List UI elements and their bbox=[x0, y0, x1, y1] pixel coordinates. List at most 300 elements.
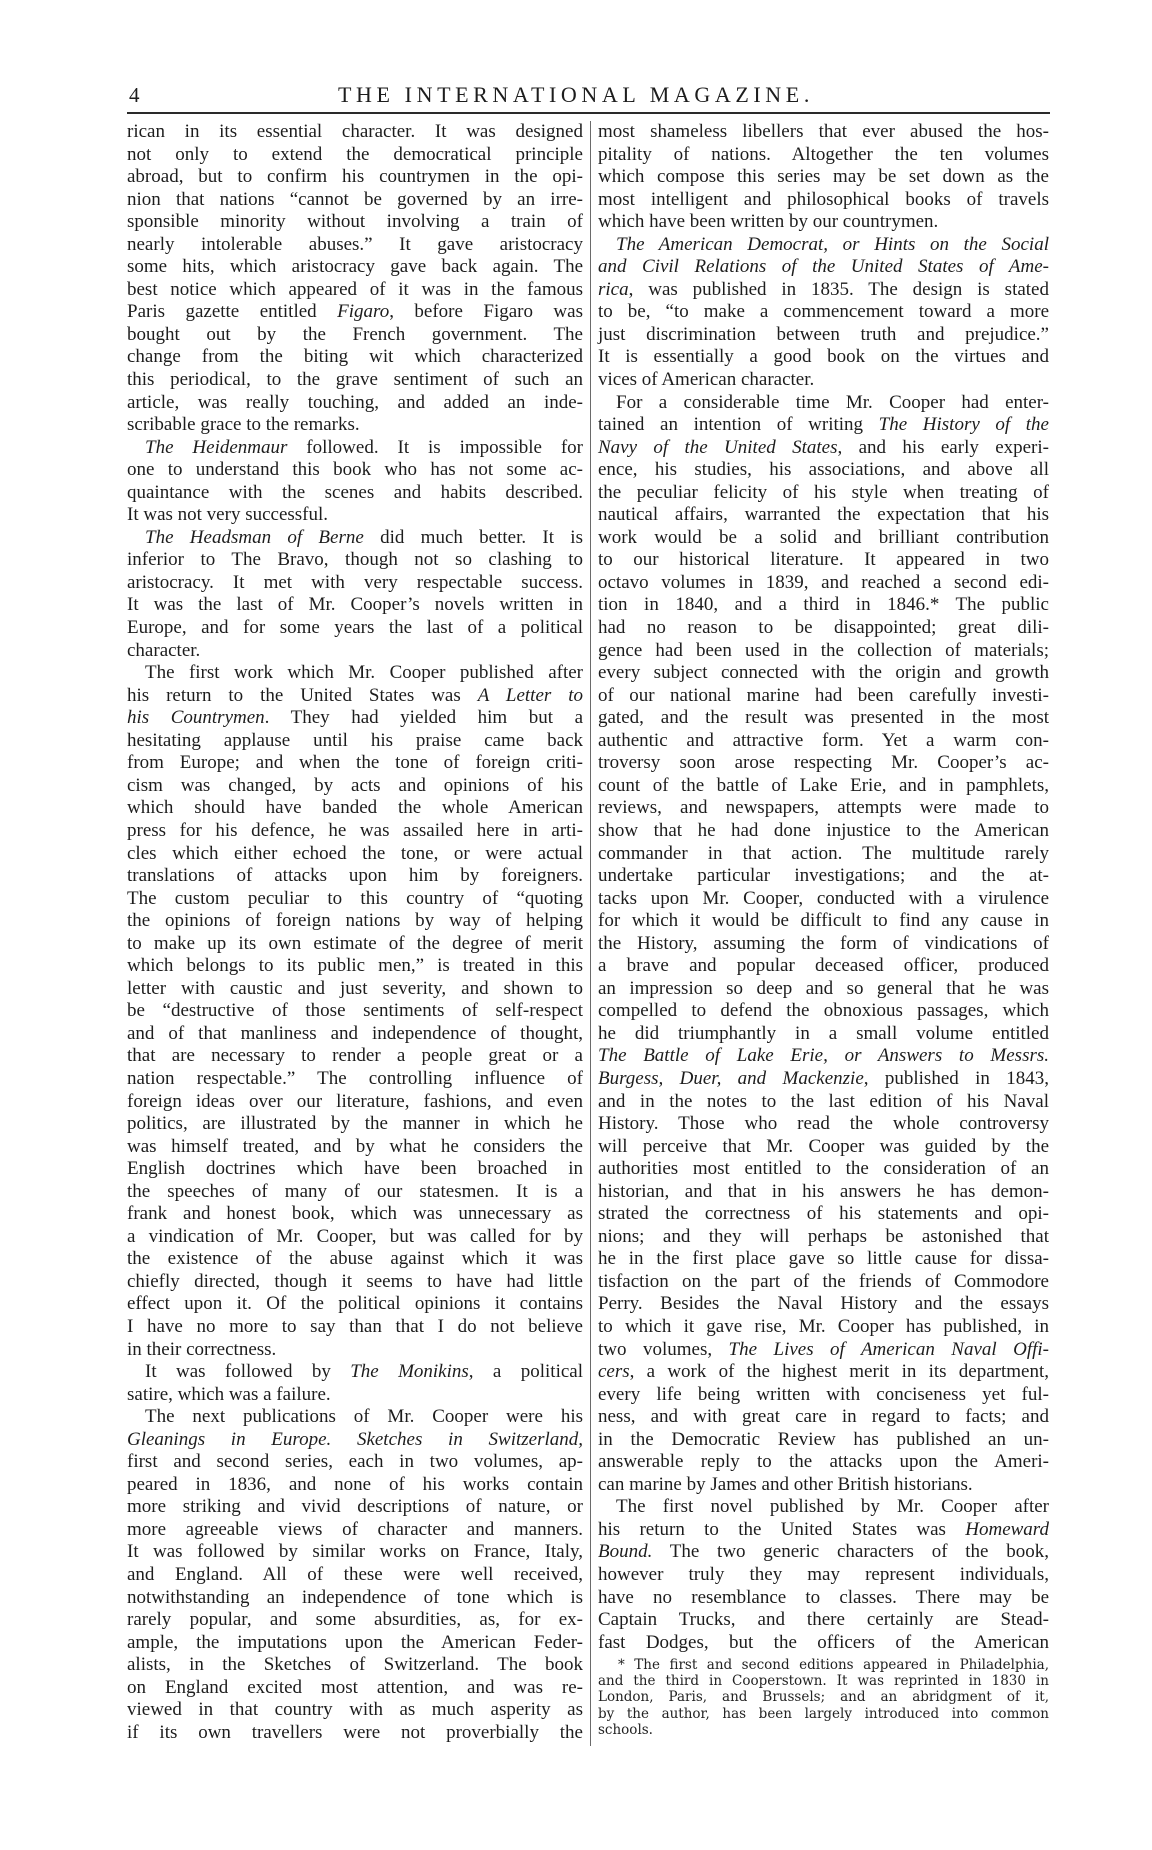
text-line bbox=[127, 1136, 583, 1159]
text-run: had no reason to be disappointed; great dili- bbox=[598, 617, 1049, 639]
page-number: 4 bbox=[129, 83, 140, 107]
text-line bbox=[127, 617, 583, 640]
text-line bbox=[127, 234, 583, 257]
text-run: the History, assuming the form of vindications of bbox=[598, 932, 1049, 954]
paragraph bbox=[127, 437, 583, 527]
text-run: nion that nations “cannot be governed by an irre- bbox=[127, 188, 583, 210]
text-run: tacks upon Mr. Cooper, conducted with a virulence bbox=[598, 887, 1049, 909]
text-run: by the author, has been largely introduced into common bbox=[598, 1705, 1049, 1722]
italic-title: rica bbox=[598, 278, 629, 300]
left-column bbox=[127, 121, 583, 1744]
text-run: for which it would be difficult to find any cause in bbox=[598, 910, 1049, 932]
text-line bbox=[127, 1677, 583, 1700]
text-run: to make up its own estimate of the degree of merit bbox=[127, 932, 583, 954]
text-line bbox=[598, 978, 1049, 1001]
text-line bbox=[598, 369, 1049, 392]
text-run: in their correctness. bbox=[127, 1338, 277, 1360]
text-run: be “destructive of those sentiments of self-respect bbox=[127, 1000, 583, 1022]
footnote-line bbox=[598, 1689, 1049, 1705]
text-run: two volumes, bbox=[598, 1338, 729, 1360]
text-line bbox=[127, 549, 583, 572]
text-run: and in the notes to the last edition of his Naval bbox=[598, 1090, 1049, 1112]
italic-title: Homeward bbox=[965, 1518, 1049, 1540]
text-run: first and second series, each in two volumes, ap- bbox=[127, 1451, 583, 1473]
text-line bbox=[127, 1384, 583, 1407]
italic-title: Gleanings in Europe. Sketches in Switzerland, bbox=[127, 1428, 583, 1450]
text-line bbox=[127, 775, 583, 798]
text-line bbox=[598, 1271, 1049, 1294]
footnote-line bbox=[598, 1722, 1049, 1738]
text-run: I have no more to say than that I do not believe bbox=[127, 1315, 583, 1337]
text-run: vices of American character. bbox=[598, 369, 815, 391]
text-run: bought out by the French government. The bbox=[127, 323, 583, 345]
text-run: did much better. It is bbox=[363, 526, 583, 548]
text-run: which have been written by our countrymen. bbox=[598, 211, 939, 233]
text-run: Paris gazette entitled bbox=[127, 301, 338, 323]
italic-title: The Monikins bbox=[350, 1361, 469, 1383]
text-run: press for his defence, he was assailed here in arti- bbox=[127, 819, 583, 841]
text-run: It was followed by bbox=[145, 1361, 351, 1383]
text-run: gence had been used in the collection of materials; bbox=[598, 639, 1049, 661]
text-line bbox=[598, 1023, 1049, 1046]
text-run: some hits, which aristocracy gave back again. The bbox=[127, 256, 583, 278]
text-line bbox=[127, 301, 583, 324]
text-line bbox=[127, 1339, 583, 1362]
text-line bbox=[598, 1519, 1049, 1542]
text-run: on England excited most attention, and was re- bbox=[127, 1676, 583, 1698]
text-line bbox=[598, 594, 1049, 617]
text-line bbox=[598, 1226, 1049, 1249]
text-run: English doctrines which have been broached in bbox=[127, 1158, 583, 1180]
text-run: his return to the United States was bbox=[598, 1518, 966, 1540]
text-line bbox=[598, 1541, 1049, 1564]
text-run: , and his early experi- bbox=[837, 436, 1049, 458]
text-run: Europe, and for some years the last of a political bbox=[127, 617, 583, 639]
text-line bbox=[127, 1091, 583, 1114]
text-run: The first work which Mr. Cooper published after bbox=[145, 662, 583, 684]
text-line bbox=[598, 324, 1049, 347]
text-line bbox=[598, 617, 1049, 640]
right-column bbox=[598, 121, 1049, 1654]
text-run: historian, and that in his answers he has demon- bbox=[598, 1180, 1049, 1202]
text-run: . They had yielded him but a bbox=[264, 707, 583, 729]
text-run: octavo volumes in 1839, and reached a second edi- bbox=[598, 571, 1049, 593]
text-line bbox=[127, 1699, 583, 1722]
text-line bbox=[598, 437, 1049, 460]
text-run: count of the battle of Lake Erie, and in pamphlets, bbox=[598, 774, 1049, 796]
text-run: The next publications of Mr. Cooper were his bbox=[145, 1406, 583, 1428]
text-run: letter with caustic and just severity, and shown to bbox=[127, 977, 583, 999]
text-run: It is essentially a good book on the virtues and bbox=[598, 346, 1049, 368]
text-line bbox=[598, 933, 1049, 956]
text-run: if its own travellers were not proverbially the bbox=[127, 1721, 583, 1743]
text-run: nation respectable.” The controlling influence of bbox=[127, 1067, 583, 1089]
text-run: this periodical, to the grave sentiment of such an bbox=[127, 369, 583, 391]
text-run: Perry. Besides the Naval History and the essays bbox=[598, 1293, 1049, 1315]
italic-title: cers bbox=[598, 1361, 630, 1383]
text-run: peared in 1836, and none of his works contain bbox=[127, 1473, 583, 1495]
text-line bbox=[127, 1451, 583, 1474]
text-line bbox=[598, 1632, 1049, 1655]
text-line bbox=[127, 933, 583, 956]
text-run: translations of attacks upon him by foreigners. bbox=[127, 865, 583, 887]
text-run: will perceive that Mr. Cooper was guided by the bbox=[598, 1135, 1049, 1157]
text-line bbox=[598, 121, 1049, 144]
text-line bbox=[598, 392, 1049, 415]
text-line bbox=[127, 1000, 583, 1023]
text-line bbox=[598, 189, 1049, 212]
text-run: an impression so deep and so general that he was bbox=[598, 977, 1049, 999]
text-run: the opinions of foreign nations by way of helping bbox=[127, 910, 583, 932]
text-line bbox=[127, 730, 583, 753]
text-run: just discrimination between truth and prejudice.” bbox=[598, 323, 1049, 345]
text-line bbox=[598, 234, 1049, 257]
text-line bbox=[127, 1541, 583, 1564]
text-run: was himself treated, and by what he considers the bbox=[127, 1135, 583, 1157]
text-run: have no resemblance to classes. There may be bbox=[598, 1586, 1049, 1608]
text-line bbox=[127, 662, 583, 685]
text-run: compelled to defend the obnoxious passages, which bbox=[598, 1000, 1049, 1022]
paragraph bbox=[127, 527, 583, 662]
column-rule bbox=[590, 121, 591, 1746]
text-line bbox=[598, 1068, 1049, 1091]
italic-title: Figaro bbox=[337, 301, 390, 323]
text-line bbox=[598, 752, 1049, 775]
text-run: effect upon it. Of the political opinions it contains bbox=[127, 1293, 583, 1315]
paragraph bbox=[127, 1406, 583, 1744]
text-run: and the third in Cooperstown. It was reprinted in 1830 in bbox=[598, 1673, 1049, 1690]
text-line bbox=[127, 189, 583, 212]
text-run: best notice which appeared of it was in the famous bbox=[127, 278, 583, 300]
text-line bbox=[127, 1068, 583, 1091]
text-run: , published in 1843, bbox=[863, 1067, 1049, 1089]
text-run: alists, in the Sketches of Switzerland. The book bbox=[127, 1654, 583, 1676]
text-line bbox=[598, 1203, 1049, 1226]
paragraph bbox=[598, 392, 1049, 1497]
text-line bbox=[598, 144, 1049, 167]
text-run: to be, “to make a commencement toward a more bbox=[598, 301, 1049, 323]
text-line bbox=[127, 640, 583, 663]
text-line bbox=[598, 1136, 1049, 1159]
text-run: followed. It is impossible for bbox=[287, 436, 583, 458]
text-run: , was published in 1835. The design is stated bbox=[628, 278, 1049, 300]
italic-title: Navy of the United States bbox=[598, 436, 838, 458]
text-line bbox=[127, 1564, 583, 1587]
text-line bbox=[598, 1384, 1049, 1407]
text-line bbox=[598, 166, 1049, 189]
text-line bbox=[127, 1023, 583, 1046]
text-line bbox=[127, 752, 583, 775]
text-line bbox=[127, 888, 583, 911]
text-run: to which it gave rise, Mr. Cooper has published, in bbox=[598, 1315, 1049, 1337]
text-line bbox=[127, 707, 583, 730]
text-line bbox=[598, 955, 1049, 978]
italic-title: his Countrymen bbox=[127, 707, 265, 729]
text-run: aristocracy. It met with very respectable success. bbox=[127, 571, 583, 593]
text-line bbox=[598, 662, 1049, 685]
text-run: , a political bbox=[468, 1361, 583, 1383]
text-run: nearly intolerable abuses.” It gave aristocracy bbox=[127, 233, 583, 255]
text-run: a vindication of Mr. Cooper, but was called for by bbox=[127, 1225, 583, 1247]
text-line bbox=[598, 685, 1049, 708]
text-run: viewed in that country with as much asperity as bbox=[127, 1699, 583, 1721]
text-run: the speeches of many of our statesmen. It is a bbox=[127, 1180, 583, 1202]
text-run: undertake particular investigations; and the at- bbox=[598, 865, 1049, 887]
text-line bbox=[127, 572, 583, 595]
italic-title: and Civil Relations of the United States of Ame- bbox=[598, 256, 1049, 278]
text-line bbox=[598, 549, 1049, 572]
text-line bbox=[598, 414, 1049, 437]
italic-title: The History of the bbox=[878, 414, 1049, 436]
text-line bbox=[598, 279, 1049, 302]
italic-title: The Headsman of Berne bbox=[145, 526, 364, 548]
italic-title: Burgess, Duer, and Mackenzie bbox=[598, 1067, 864, 1089]
text-line bbox=[598, 504, 1049, 527]
text-run: authentic and attractive form. Yet a warm con- bbox=[598, 729, 1049, 751]
text-line bbox=[598, 1451, 1049, 1474]
text-line bbox=[127, 1722, 583, 1745]
text-line bbox=[127, 1474, 583, 1497]
footnote bbox=[598, 1657, 1049, 1738]
text-run: , before Figaro was bbox=[389, 301, 583, 323]
text-line bbox=[598, 572, 1049, 595]
text-line bbox=[127, 256, 583, 279]
text-line bbox=[127, 1316, 583, 1339]
text-run: ence, his studies, his associations, and above all bbox=[598, 459, 1049, 481]
text-run: The first novel published by Mr. Cooper after bbox=[616, 1496, 1049, 1518]
footnote-line bbox=[598, 1673, 1049, 1689]
text-run: he did triumphantly in a small volume entitled bbox=[598, 1022, 1049, 1044]
text-run: schools. bbox=[598, 1721, 653, 1738]
text-line bbox=[598, 1000, 1049, 1023]
text-line bbox=[598, 1496, 1049, 1519]
text-line bbox=[127, 1248, 583, 1271]
text-run: troversy soon arose respecting Mr. Cooper’s ac- bbox=[598, 752, 1049, 774]
text-line bbox=[127, 865, 583, 888]
footnote-line bbox=[598, 1706, 1049, 1722]
text-line bbox=[127, 1496, 583, 1519]
text-line bbox=[127, 414, 583, 437]
text-line bbox=[598, 211, 1049, 234]
text-line bbox=[598, 1587, 1049, 1610]
text-line bbox=[127, 527, 583, 550]
paragraph bbox=[598, 1496, 1049, 1654]
text-run: The custom peculiar to this country of “quoting bbox=[127, 887, 583, 909]
text-line bbox=[598, 843, 1049, 866]
text-line bbox=[598, 1339, 1049, 1362]
text-line bbox=[598, 1429, 1049, 1452]
text-line bbox=[127, 978, 583, 1001]
italic-title: The Lives of American Naval Offi- bbox=[728, 1338, 1049, 1360]
text-run: hesitating applause until his praise came back bbox=[127, 729, 583, 751]
text-line bbox=[127, 1293, 583, 1316]
text-line bbox=[127, 594, 583, 617]
italic-title: Bound. bbox=[598, 1541, 653, 1563]
header-rule bbox=[127, 112, 1050, 114]
text-run: work would be a solid and brilliant contribution bbox=[598, 526, 1049, 548]
text-run: which should have banded the whole American bbox=[127, 797, 583, 819]
text-line bbox=[127, 211, 583, 234]
text-run: fast Dodges, but the officers of the American bbox=[598, 1631, 1049, 1653]
text-line bbox=[127, 1271, 583, 1294]
text-line bbox=[127, 1429, 583, 1452]
text-line bbox=[127, 1158, 583, 1181]
text-line bbox=[127, 166, 583, 189]
text-run: answerable reply to the attacks upon the Ameri- bbox=[598, 1451, 1049, 1473]
text-line bbox=[598, 820, 1049, 843]
text-line bbox=[598, 1293, 1049, 1316]
text-line bbox=[127, 843, 583, 866]
text-line bbox=[127, 1587, 583, 1610]
text-line bbox=[127, 1181, 583, 1204]
text-line bbox=[598, 256, 1049, 279]
text-line bbox=[598, 1248, 1049, 1271]
text-run: sponsible minority without involving a train of bbox=[127, 211, 583, 233]
text-line bbox=[127, 1226, 583, 1249]
text-line bbox=[598, 1045, 1049, 1068]
text-run: one to understand this book who has not some ac- bbox=[127, 459, 583, 481]
text-run: the existence of the abuse against which it was bbox=[127, 1248, 583, 1270]
italic-title: A Letter to bbox=[477, 684, 583, 706]
text-run: tisfaction on the part of the friends of Commodore bbox=[598, 1270, 1049, 1292]
text-run: ness, and with great care in regard to facts; and bbox=[598, 1406, 1049, 1428]
text-run: that are necessary to render a people great or a bbox=[127, 1045, 583, 1067]
text-line bbox=[598, 1474, 1049, 1497]
text-run: The two generic characters of the book, bbox=[652, 1541, 1049, 1563]
text-run: abroad, but to confirm his countrymen in the opi- bbox=[127, 166, 583, 188]
text-line bbox=[598, 1406, 1049, 1429]
text-run: and England. All of these were well received, bbox=[127, 1564, 583, 1585]
text-line bbox=[127, 1361, 583, 1384]
text-line bbox=[127, 437, 583, 460]
text-run: strated the correctness of his statements and opi- bbox=[598, 1203, 1049, 1225]
text-line bbox=[127, 369, 583, 392]
text-run: to our historical literature. It appeared in two bbox=[598, 549, 1049, 571]
text-run: cles which either echoed the tone, or were actual bbox=[127, 842, 583, 864]
text-run: tion in 1840, and a third in 1846.* The public bbox=[598, 594, 1049, 616]
paragraph bbox=[127, 1361, 583, 1406]
text-line bbox=[598, 1609, 1049, 1632]
text-run: It was the last of Mr. Cooper’s novels written in bbox=[127, 594, 583, 616]
text-line bbox=[598, 1091, 1049, 1114]
text-line bbox=[127, 279, 583, 302]
text-run: commander in that action. The multitude rarely bbox=[598, 842, 1049, 864]
running-title: THE INTERNATIONAL MAGAZINE. bbox=[338, 82, 814, 107]
text-line bbox=[127, 1519, 583, 1542]
text-run: most shameless libellers that ever abused the hos- bbox=[598, 121, 1049, 142]
text-line bbox=[598, 707, 1049, 730]
paragraph bbox=[127, 121, 583, 437]
text-line bbox=[127, 1113, 583, 1136]
text-line bbox=[598, 482, 1049, 505]
italic-title: The Heidenmaur bbox=[145, 436, 288, 458]
text-run: For a considerable time Mr. Cooper had enter- bbox=[616, 391, 1049, 413]
text-run: History. Those who read the whole controversy bbox=[598, 1113, 1049, 1135]
text-run: rican in its essential character. It was designed bbox=[127, 121, 583, 142]
text-line bbox=[127, 144, 583, 167]
text-line bbox=[127, 820, 583, 843]
text-run: chiefly directed, though it seems to have had little bbox=[127, 1270, 583, 1292]
text-run: Captain Trucks, and there certainly are Stead- bbox=[598, 1609, 1049, 1631]
text-line bbox=[127, 955, 583, 978]
text-line bbox=[598, 797, 1049, 820]
text-run: he in the first place gave so little cause for dissa- bbox=[598, 1248, 1049, 1270]
text-line bbox=[127, 910, 583, 933]
text-run: change from the biting wit which characterized bbox=[127, 346, 583, 368]
text-run: London, Paris, and Brussels; and an abridgment of it, bbox=[598, 1689, 1049, 1706]
paragraph bbox=[598, 121, 1049, 234]
text-run: every subject connected with the origin and growth bbox=[598, 662, 1049, 684]
text-line bbox=[598, 1316, 1049, 1339]
text-line bbox=[127, 392, 583, 415]
text-run: ample, the imputations upon the American Feder- bbox=[127, 1631, 583, 1653]
text-line bbox=[127, 1654, 583, 1677]
text-run: inferior to The Bravo, though not so clashing to bbox=[127, 549, 583, 571]
text-line bbox=[598, 346, 1049, 369]
text-run: from Europe; and when the tone of foreign criti- bbox=[127, 752, 583, 774]
text-run: pitality of nations. Altogether the ten volumes bbox=[598, 143, 1049, 165]
paragraph bbox=[598, 234, 1049, 392]
text-line bbox=[598, 1113, 1049, 1136]
text-run: * The first and second editions appeared in Philadelphia, bbox=[618, 1657, 1049, 1673]
text-run: and of that manliness and independence of thought, bbox=[127, 1022, 583, 1044]
text-line bbox=[598, 527, 1049, 550]
text-run: the peculiar felicity of his style when treating of bbox=[598, 481, 1049, 503]
text-line bbox=[127, 797, 583, 820]
text-run: nautical affairs, warranted the expectation that his bbox=[598, 504, 1049, 526]
text-run: gated, and the result was presented in the most bbox=[598, 707, 1049, 729]
text-line bbox=[598, 910, 1049, 933]
text-run: his return to the United States was bbox=[127, 684, 478, 706]
text-run: show that he had done injustice to the American bbox=[598, 819, 1049, 841]
text-run: which belongs to its public men,” is treated in this bbox=[127, 955, 583, 977]
text-run: It was not very successful. bbox=[127, 504, 329, 526]
text-run: satire, which was a failure. bbox=[127, 1383, 331, 1405]
text-line bbox=[598, 865, 1049, 888]
italic-title: The American Democrat, or Hints on the Social bbox=[616, 233, 1049, 255]
text-line bbox=[598, 301, 1049, 324]
text-run: It was followed by similar works on France, Italy, bbox=[127, 1541, 583, 1563]
text-line bbox=[127, 1045, 583, 1068]
text-run: character. bbox=[127, 639, 201, 661]
text-line bbox=[127, 459, 583, 482]
text-run: quaintance with the scenes and habits described. bbox=[127, 481, 583, 503]
text-line bbox=[598, 1361, 1049, 1384]
text-run: politics, are illustrated by the manner in which he bbox=[127, 1113, 583, 1135]
text-line bbox=[127, 121, 583, 144]
text-run: most intelligent and philosophical books of travels bbox=[598, 188, 1049, 210]
text-line bbox=[598, 730, 1049, 753]
text-line bbox=[598, 1564, 1049, 1587]
text-run: of our national marine had been carefully investi- bbox=[598, 684, 1049, 706]
text-line bbox=[127, 685, 583, 708]
text-line bbox=[127, 1406, 583, 1429]
text-run: rarely popular, and some absurdities, as, for ex- bbox=[127, 1609, 583, 1631]
text-run: foreign ideas over our literature, fashions, and even bbox=[127, 1090, 583, 1112]
text-line bbox=[598, 888, 1049, 911]
text-run: tained an intention of writing bbox=[598, 414, 879, 436]
text-run: scribable grace to the remarks. bbox=[127, 414, 360, 436]
text-run: reviews, and newspapers, attempts were made to bbox=[598, 797, 1049, 819]
text-run: however truly they may represent individuals, bbox=[598, 1564, 1049, 1585]
text-line bbox=[598, 459, 1049, 482]
text-run: more agreeable views of character and manners. bbox=[127, 1518, 583, 1540]
text-line bbox=[127, 346, 583, 369]
text-line bbox=[127, 482, 583, 505]
text-line bbox=[127, 1609, 583, 1632]
text-run: cism was changed, by acts and opinions of his bbox=[127, 774, 583, 796]
text-run: not only to extend the democratical principle bbox=[127, 143, 583, 165]
